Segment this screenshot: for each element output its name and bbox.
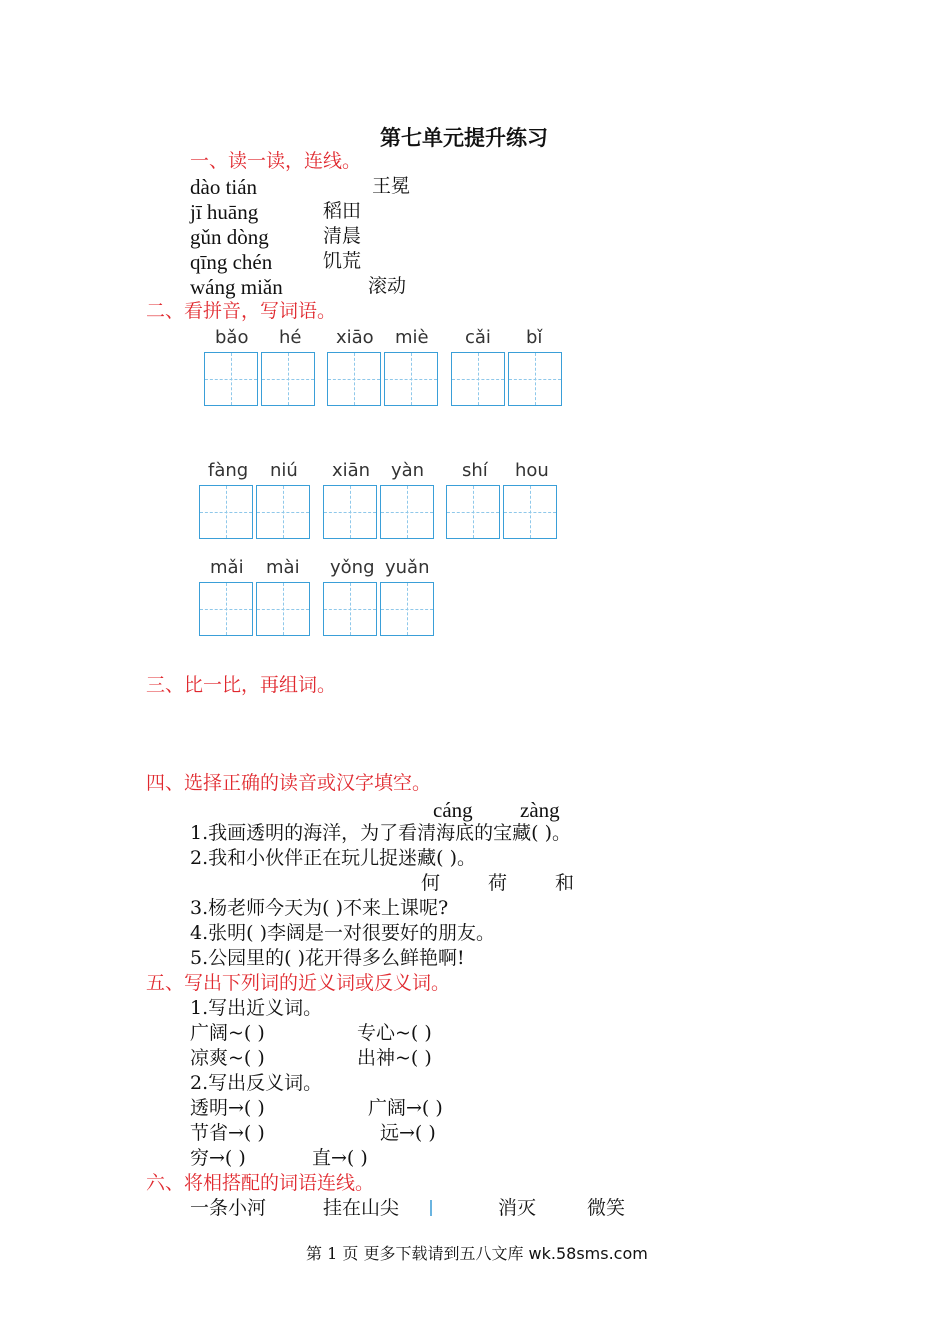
match-word: 一条小河: [190, 1197, 267, 1219]
synonym-item: 出神~( ): [357, 1047, 432, 1069]
writing-grid-box[interactable]: [261, 352, 315, 406]
word-item: 稻田: [323, 200, 362, 222]
word-item: 清晨: [323, 225, 362, 247]
pinyin-label: xiāo: [336, 327, 374, 348]
footer-text: 第 1 页 更多下载请到五八文库: [306, 1244, 529, 1263]
writing-grid-box[interactable]: [508, 352, 562, 406]
char-option: 和: [555, 872, 575, 894]
writing-grid-box[interactable]: [503, 485, 557, 539]
antonym-item: 节省→( ): [190, 1122, 265, 1144]
pinyin-item: wáng miǎn: [190, 275, 283, 299]
writing-grid-box[interactable]: [256, 485, 310, 539]
char-option: 何: [421, 872, 441, 894]
word-item: 滚动: [368, 275, 407, 297]
pinyin-label: miè: [395, 327, 429, 348]
antonym-item: 穷→( ): [190, 1147, 246, 1169]
pinyin-option: cáng: [433, 798, 473, 822]
question-item: 3.杨老师今天为( )不来上课呢?: [190, 897, 449, 919]
pinyin-label: hé: [279, 327, 302, 348]
section-4-heading: 四、选择正确的读音或汉字填空。: [146, 772, 432, 794]
section-5-heading: 五、写出下列词的近义词或反义词。: [146, 972, 451, 994]
text-cursor: [430, 1200, 432, 1216]
pinyin-label: bǎo: [215, 327, 249, 348]
pinyin-label: yǒng: [330, 557, 375, 578]
synonym-item: 专心~( ): [357, 1022, 432, 1044]
antonym-item: 直→( ): [312, 1147, 368, 1169]
writing-grid-box[interactable]: [451, 352, 505, 406]
question-item: 1.我画透明的海洋，为了看清海底的宝藏( )。: [190, 822, 571, 844]
writing-grid-box[interactable]: [256, 582, 310, 636]
writing-grid-box[interactable]: [204, 352, 258, 406]
writing-grid-box[interactable]: [199, 582, 253, 636]
antonym-item: 广阔→( ): [368, 1097, 443, 1119]
pinyin-item: gǔn dòng: [190, 225, 269, 249]
antonym-item: 透明→( ): [190, 1097, 265, 1119]
pinyin-label: shí: [462, 460, 488, 481]
match-word: 挂在山尖: [323, 1197, 400, 1219]
pinyin-label: mǎi: [210, 557, 244, 578]
pinyin-label: xiān: [332, 460, 371, 481]
synonym-item: 凉爽~( ): [190, 1047, 265, 1069]
pinyin-label: niú: [270, 460, 298, 481]
question-item: 4.张明( )李阔是一对很要好的朋友。: [190, 922, 495, 944]
match-word: 微笑: [587, 1197, 626, 1219]
question-item: 2.我和小伙伴正在玩儿捉迷藏( )。: [190, 847, 476, 869]
word-item: 饥荒: [323, 250, 362, 272]
word-item: 王冕: [372, 175, 411, 197]
writing-grid-box[interactable]: [199, 485, 253, 539]
page-footer: [306, 1246, 648, 1262]
pinyin-label: fàng: [208, 460, 249, 481]
footer-url[interactable]: wk.58sms.com: [528, 1244, 648, 1263]
writing-grid-box[interactable]: [380, 485, 434, 539]
pinyin-label: yàn: [391, 460, 425, 481]
pinyin-label: mài: [266, 557, 300, 578]
match-word: 消灭: [498, 1197, 537, 1219]
writing-grid-box[interactable]: [380, 582, 434, 636]
pinyin-item: dào tián: [190, 175, 258, 199]
pinyin-label: bǐ: [526, 327, 543, 348]
pinyin-item: jī huāng: [190, 200, 259, 224]
section-1-heading: 一、读一读，连线。: [190, 150, 362, 172]
synonym-item: 广阔~( ): [190, 1022, 265, 1044]
writing-grid-box[interactable]: [323, 582, 377, 636]
section-2-heading: 二、看拼音，写词语。: [146, 300, 337, 322]
page-title: 第七单元提升练习: [380, 125, 548, 150]
pinyin-label: hou: [515, 460, 549, 481]
writing-grid-box[interactable]: [446, 485, 500, 539]
pinyin-label: yuǎn: [385, 557, 430, 578]
writing-grid-box[interactable]: [384, 352, 438, 406]
pinyin-label: cǎi: [465, 327, 491, 348]
section-6-heading: 六、将相搭配的词语连线。: [146, 1172, 375, 1194]
subheading: 1.写出近义词。: [190, 997, 323, 1019]
char-option: 荷: [488, 872, 508, 894]
pinyin-option: zàng: [520, 798, 560, 822]
pinyin-item: qīng chén: [190, 250, 273, 274]
subheading: 2.写出反义词。: [190, 1072, 323, 1094]
antonym-item: 远→( ): [380, 1122, 436, 1144]
writing-grid-box[interactable]: [323, 485, 377, 539]
section-3-heading: 三、比一比，再组词。: [146, 674, 337, 696]
writing-grid-box[interactable]: [327, 352, 381, 406]
question-item: 5.公园里的( )花开得多么鲜艳啊!: [190, 947, 465, 969]
